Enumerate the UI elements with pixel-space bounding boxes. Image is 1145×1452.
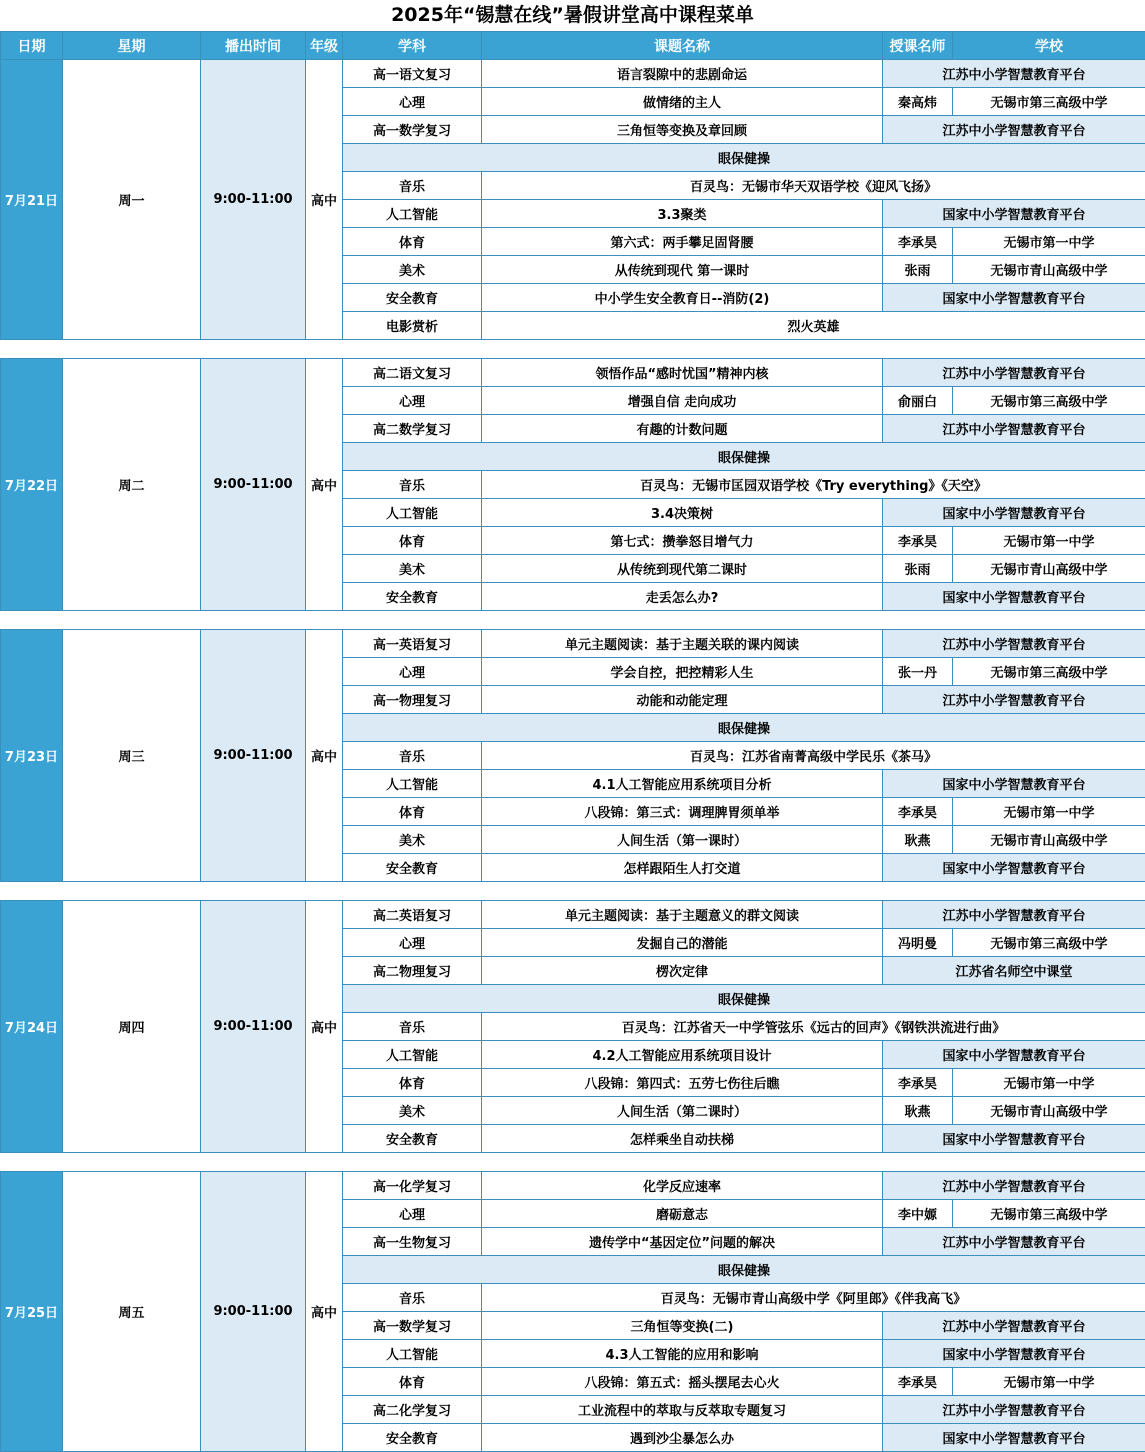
school-cell: 无锡市第三高级中学: [953, 88, 1145, 116]
platform-cell: 江苏中小学智慧教育平台: [883, 1396, 1145, 1424]
school-cell: 无锡市第三高级中学: [953, 1200, 1145, 1228]
course-cell: 从传统到现代第二课时: [482, 555, 883, 583]
airtime-cell: 9:00-11:00: [201, 630, 306, 882]
subject-cell: 安全教育: [343, 284, 482, 312]
subject-cell: 安全教育: [343, 854, 482, 882]
teacher-cell: 耿燕: [883, 1097, 953, 1125]
subject-cell: 心理: [343, 1200, 482, 1228]
subject-cell: 体育: [343, 1368, 482, 1396]
platform-cell: 国家中小学智慧教育平台: [883, 1424, 1145, 1452]
subject-cell: 人工智能: [343, 1340, 482, 1368]
eye-exercise-cell: 眼保健操: [343, 144, 1145, 172]
course-cell: 遗传学中“基因定位”问题的解决: [482, 1228, 883, 1256]
course-cell: 怎样跟陌生人打交道: [482, 854, 883, 882]
course-cell: 百灵鸟：江苏省南菁高级中学民乐《茶马》: [482, 742, 1145, 770]
day-block: [0, 900, 1145, 1153]
platform-cell: 江苏中小学智慧教育平台: [883, 630, 1145, 658]
table-row: [1, 60, 1145, 88]
platform-cell: 江苏中小学智慧教育平台: [883, 1172, 1145, 1200]
eye-exercise-cell: 眼保健操: [343, 714, 1145, 742]
subject-cell: 人工智能: [343, 499, 482, 527]
subject-cell: 心理: [343, 88, 482, 116]
subject-cell: 音乐: [343, 1013, 482, 1041]
subject-cell: 高一物理复习: [343, 686, 482, 714]
date-cell: 7月23日: [1, 630, 63, 882]
course-cell: 单元主题阅读：基于主题意义的群文阅读: [482, 901, 883, 929]
course-cell: 百灵鸟：江苏省天一中学管弦乐《远古的回声》《钢铁洪流进行曲》: [482, 1013, 1145, 1041]
subject-cell: 高二语文复习: [343, 359, 482, 387]
subject-cell: 美术: [343, 555, 482, 583]
subject-cell: 高二英语复习: [343, 901, 482, 929]
schedule-header: [0, 31, 1145, 60]
course-cell: 工业流程中的萃取与反萃取专题复习: [482, 1396, 883, 1424]
course-cell: 4.1人工智能应用系统项目分析: [482, 770, 883, 798]
platform-cell: 国家中小学智慧教育平台: [883, 1041, 1145, 1069]
teacher-cell: 俞丽白: [883, 387, 953, 415]
teacher-cell: 张雨: [883, 256, 953, 284]
table-row: [1, 630, 1145, 658]
weekday-cell: 周四: [63, 901, 201, 1153]
weekday-cell: 周五: [63, 1172, 201, 1452]
teacher-cell: 秦高炜: [883, 88, 953, 116]
teacher-cell: 耿燕: [883, 826, 953, 854]
subject-cell: 人工智能: [343, 1041, 482, 1069]
grade-cell: 高中: [306, 359, 343, 611]
subject-cell: 美术: [343, 826, 482, 854]
course-cell: 4.2人工智能应用系统项目设计: [482, 1041, 883, 1069]
course-cell: 中小学生安全教育日--消防(2): [482, 284, 883, 312]
subject-cell: 音乐: [343, 471, 482, 499]
date-cell: 7月21日: [1, 60, 63, 340]
school-cell: 无锡市青山高级中学: [953, 256, 1145, 284]
course-cell: 3.4决策树: [482, 499, 883, 527]
table-row: [1, 1172, 1145, 1200]
platform-cell: 国家中小学智慧教育平台: [883, 499, 1145, 527]
teacher-cell: 李承昊: [883, 1069, 953, 1097]
subject-cell: 美术: [343, 256, 482, 284]
teacher-cell: 李中嫄: [883, 1200, 953, 1228]
teacher-cell: 李承昊: [883, 527, 953, 555]
subject-cell: 高二化学复习: [343, 1396, 482, 1424]
school-cell: 无锡市青山高级中学: [953, 555, 1145, 583]
course-cell: 八段锦：第五式：摇头摆尾去心火: [482, 1368, 883, 1396]
platform-cell: 江苏中小学智慧教育平台: [883, 686, 1145, 714]
date-cell: 7月24日: [1, 901, 63, 1153]
course-cell: 百灵鸟：无锡市青山高级中学《阿里郎》《伴我高飞》: [482, 1284, 1145, 1312]
platform-cell: 国家中小学智慧教育平台: [883, 770, 1145, 798]
subject-cell: 心理: [343, 658, 482, 686]
school-cell: 无锡市青山高级中学: [953, 826, 1145, 854]
platform-cell: 国家中小学智慧教育平台: [883, 854, 1145, 882]
subject-cell: 高二数学复习: [343, 415, 482, 443]
grade-cell: 高中: [306, 901, 343, 1153]
school-cell: 无锡市第一中学: [953, 527, 1145, 555]
subject-cell: 体育: [343, 228, 482, 256]
subject-cell: 体育: [343, 798, 482, 826]
course-cell: 三角恒等变换及章回顾: [482, 116, 883, 144]
course-cell: 人间生活（第二课时）: [482, 1097, 883, 1125]
course-cell: 语言裂隙中的悲剧命运: [482, 60, 883, 88]
column-header: 学校: [953, 32, 1145, 60]
grade-cell: 高中: [306, 1172, 343, 1452]
subject-cell: 美术: [343, 1097, 482, 1125]
platform-cell: 江苏中小学智慧教育平台: [883, 359, 1145, 387]
course-cell: 领悟作品“感时忧国”精神内核: [482, 359, 883, 387]
subject-cell: 高一化学复习: [343, 1172, 482, 1200]
course-cell: 第七式：攒拳怒目增气力: [482, 527, 883, 555]
grade-cell: 高中: [306, 630, 343, 882]
school-cell: 无锡市第三高级中学: [953, 387, 1145, 415]
table-row: [1, 901, 1145, 929]
course-cell: 动能和动能定理: [482, 686, 883, 714]
platform-cell: 江苏中小学智慧教育平台: [883, 415, 1145, 443]
course-cell: 从传统到现代 第一课时: [482, 256, 883, 284]
subject-cell: 高一生物复习: [343, 1228, 482, 1256]
weekday-cell: 周二: [63, 359, 201, 611]
teacher-cell: 李承昊: [883, 228, 953, 256]
course-cell: 遇到沙尘暴怎么办: [482, 1424, 883, 1452]
course-cell: 走丢怎么办?: [482, 583, 883, 611]
date-cell: 7月25日: [1, 1172, 63, 1452]
day-block: [0, 1171, 1145, 1452]
teacher-cell: 张一丹: [883, 658, 953, 686]
course-cell: 人间生活（第一课时）: [482, 826, 883, 854]
teacher-cell: 李承昊: [883, 798, 953, 826]
subject-cell: 高一数学复习: [343, 116, 482, 144]
course-cell: 楞次定律: [482, 957, 883, 985]
teacher-cell: 李承昊: [883, 1368, 953, 1396]
subject-cell: 人工智能: [343, 200, 482, 228]
course-cell: 百灵鸟：无锡市匡园双语学校《Try everything》《天空》: [482, 471, 1145, 499]
subject-cell: 高二物理复习: [343, 957, 482, 985]
day-block: [0, 629, 1145, 882]
subject-cell: 体育: [343, 527, 482, 555]
school-cell: 无锡市第三高级中学: [953, 929, 1145, 957]
subject-cell: 心理: [343, 929, 482, 957]
eye-exercise-cell: 眼保健操: [343, 985, 1145, 1013]
course-cell: 八段锦：第三式：调理脾胃须单举: [482, 798, 883, 826]
column-header: 学科: [343, 32, 482, 60]
subject-cell: 心理: [343, 387, 482, 415]
table-row: [1, 359, 1145, 387]
date-cell: 7月22日: [1, 359, 63, 611]
course-cell: 化学反应速率: [482, 1172, 883, 1200]
weekday-cell: 周三: [63, 630, 201, 882]
school-cell: 无锡市第一中学: [953, 228, 1145, 256]
subject-cell: 音乐: [343, 1284, 482, 1312]
subject-cell: 体育: [343, 1069, 482, 1097]
course-cell: 增强自信 走向成功: [482, 387, 883, 415]
subject-cell: 安全教育: [343, 1125, 482, 1153]
course-cell: 怎样乘坐自动扶梯: [482, 1125, 883, 1153]
page-title: 2025年“锡慧在线”暑假讲堂高中课程菜单: [391, 4, 754, 26]
platform-cell: 江苏中小学智慧教育平台: [883, 60, 1145, 88]
course-cell: 学会自控，把控精彩人生: [482, 658, 883, 686]
course-cell: 第六式：两手攀足固肾腰: [482, 228, 883, 256]
course-cell: 百灵鸟：无锡市华天双语学校《迎风飞扬》: [482, 172, 1145, 200]
course-cell: 烈火英雄: [482, 312, 1145, 340]
column-header: 日期: [1, 32, 63, 60]
day-block: [0, 358, 1145, 611]
airtime-cell: 9:00-11:00: [201, 1172, 306, 1452]
airtime-cell: 9:00-11:00: [201, 60, 306, 340]
platform-cell: 江苏中小学智慧教育平台: [883, 1312, 1145, 1340]
course-cell: 八段锦：第四式：五劳七伤往后瞧: [482, 1069, 883, 1097]
course-cell: 三角恒等变换(二): [482, 1312, 883, 1340]
subject-cell: 安全教育: [343, 1424, 482, 1452]
platform-cell: 江苏中小学智慧教育平台: [883, 116, 1145, 144]
school-cell: 无锡市第一中学: [953, 1069, 1145, 1097]
header-row: [1, 32, 1145, 60]
course-cell: 4.3人工智能的应用和影响: [482, 1340, 883, 1368]
airtime-cell: 9:00-11:00: [201, 901, 306, 1153]
eye-exercise-cell: 眼保健操: [343, 443, 1145, 471]
teacher-cell: 张雨: [883, 555, 953, 583]
subject-cell: 人工智能: [343, 770, 482, 798]
school-cell: 无锡市第一中学: [953, 1368, 1145, 1396]
subject-cell: 音乐: [343, 742, 482, 770]
day-block: [0, 59, 1145, 340]
course-cell: 做情绪的主人: [482, 88, 883, 116]
subject-cell: 安全教育: [343, 583, 482, 611]
subject-cell: 音乐: [343, 172, 482, 200]
school-cell: 无锡市青山高级中学: [953, 1097, 1145, 1125]
platform-cell: 江苏省名师空中课堂: [883, 957, 1145, 985]
column-header: 课题名称: [482, 32, 883, 60]
subject-cell: 电影赏析: [343, 312, 482, 340]
weekday-cell: 周一: [63, 60, 201, 340]
course-cell: 磨砺意志: [482, 1200, 883, 1228]
platform-cell: 国家中小学智慧教育平台: [883, 284, 1145, 312]
subject-cell: 高一数学复习: [343, 1312, 482, 1340]
course-cell: 单元主题阅读：基于主题关联的课内阅读: [482, 630, 883, 658]
platform-cell: 国家中小学智慧教育平台: [883, 583, 1145, 611]
column-header: 年级: [306, 32, 343, 60]
school-cell: 无锡市第一中学: [953, 798, 1145, 826]
column-header: 星期: [63, 32, 201, 60]
grade-cell: 高中: [306, 60, 343, 340]
platform-cell: 国家中小学智慧教育平台: [883, 200, 1145, 228]
eye-exercise-cell: 眼保健操: [343, 1256, 1145, 1284]
course-cell: 3.3聚类: [482, 200, 883, 228]
teacher-cell: 冯明曼: [883, 929, 953, 957]
platform-cell: 国家中小学智慧教育平台: [883, 1340, 1145, 1368]
platform-cell: 江苏中小学智慧教育平台: [883, 1228, 1145, 1256]
subject-cell: 高一英语复习: [343, 630, 482, 658]
course-cell: 发掘自己的潜能: [482, 929, 883, 957]
school-cell: 无锡市第三高级中学: [953, 658, 1145, 686]
column-header: 授课名师: [883, 32, 953, 60]
column-header: 播出时间: [201, 32, 306, 60]
platform-cell: 江苏中小学智慧教育平台: [883, 901, 1145, 929]
airtime-cell: 9:00-11:00: [201, 359, 306, 611]
subject-cell: 高一语文复习: [343, 60, 482, 88]
platform-cell: 国家中小学智慧教育平台: [883, 1125, 1145, 1153]
course-cell: 有趣的计数问题: [482, 415, 883, 443]
